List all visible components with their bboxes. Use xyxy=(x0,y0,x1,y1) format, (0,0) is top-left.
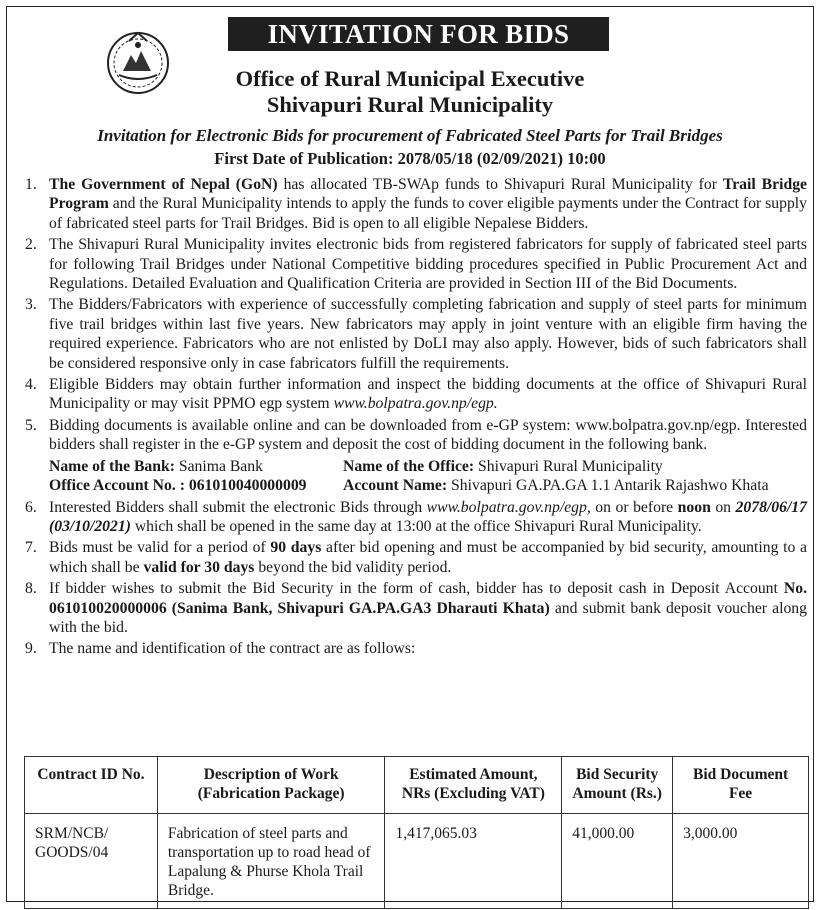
bank-details: Name of the Bank: Sanima Bank Name of the Office: Shivapuri Rural Municipality Office Account No. : 061010040000009 Account Name: Shivapuri GA.PA.GA 1.1 Antarik Rajashwo Khata xyxy=(49,457,769,495)
header-contract-id: Contract ID No. xyxy=(25,757,158,814)
clause-6: 6. Interested Bidders shall submit the electronic Bids through www.bolpatra.gov.np/egp, on or before noon on 2078/06/17 (03/10/2021) which shall be opened in the same day at 13:00 at the office Shivapuri Rural Municipality. xyxy=(25,498,807,535)
office-title: Office of Rural Municipal Executive xyxy=(235,66,585,91)
cell-estimated-amount: 1,417,065.03 xyxy=(385,814,562,909)
header-estimated-amount: Estimated Amount, NRs (Excluding VAT) xyxy=(385,757,562,814)
clause-8: 8. If bidder wishes to submit the Bid Security in the form of cash, bidder has to deposit cash in Deposit Account No. 061010020000006 (Sanima Bank, Shivapuri GA.PA.GA3 Dharauti Khata) and submit bank deposit voucher along with the bid. xyxy=(25,580,807,636)
cell-bid-document-fee: 3,000.00 xyxy=(673,814,809,909)
publication-date: First Date of Publication: 2078/05/18 (02/09/2021) 10:00 xyxy=(214,149,606,168)
notice-banner: INVITATION FOR BIDS xyxy=(228,17,609,51)
bid-clauses xyxy=(25,175,807,661)
cell-contract-id: SRM/NCB/ GOODS/04 xyxy=(25,814,158,909)
clause-1: 1. The Government of Nepal (GoN) has allocated TB-SWAp funds to Shivapuri Rural Municipality for Trail Bridge Program and the Rural Municipality intends to apply the funds to cover eligible payments under the Contract for supply of fabricated steel parts for Trail Bridges. Bid is open to all eligible Nepalese Bidders. xyxy=(25,176,808,232)
clause-2: 2. The Shivapuri Rural Municipality invites electronic bids from registered fabricators for supply of fabricated steel parts for following Trail Bridges under National Competitive bidding procedures specified in Public Procurement Act and Regulations. Detailed Evaluation and Qualification Criteria are provided in Section III of the Bid Documents. xyxy=(25,236,807,293)
header-bid-security: Bid Security Amount (Rs.) xyxy=(562,757,673,814)
clause-9: 9. The name and identification of the contract are as follows: xyxy=(25,640,416,658)
clause-7: 7. Bids must be valid for a period of 90 days after bid opening and must be accompanied by bid security, amounting to a which shall be valid for 30 days beyond the bid validity period. xyxy=(25,539,807,576)
header-description: Description of Work (Fabrication Package) xyxy=(157,757,385,814)
cell-description: Fabrication of steel parts and transportation up to road head of Lapalung & Phurse Khola Trail Bridge. xyxy=(157,814,385,909)
contract-table xyxy=(24,756,809,909)
clause-5: 5. Bidding documents is available online and can be downloaded from e-GP system: www.bolpatra.gov.np/egp. Interested bidders shall register in the e-GP system and deposit the cost of bidding document in the following bank. xyxy=(25,416,807,454)
municipality-title: Shivapuri Rural Municipality xyxy=(266,92,554,117)
notice-frame xyxy=(6,6,814,902)
clause-4: 4. Eligible Bidders may obtain further information and inspect the bidding documents at the office of Shivapuri Rural Municipality or may visit PPMO egp system www.bolpatra.gov.np/egp. xyxy=(25,376,807,413)
table-header-row xyxy=(25,757,809,814)
cell-bid-security: 41,000.00 xyxy=(562,814,673,909)
clause-3: 3. The Bidders/Fabricators with experience of successfully completing fabrication and supply of steel parts for minimum five trail bridges within last five years. New fabricators may apply in joint venture with an eligible firm having the required experience. Fabricators who are not enlisted by DoLI may also apply. However, bids of such fabricators shall be considered responsive only in case fabricators fulfill the requirements. xyxy=(25,296,807,372)
bid-subtitle: Invitation for Electronic Bids for procurement of Fabricated Steel Parts for Trail Bridges xyxy=(97,126,723,145)
header-bid-document-fee: Bid Document Fee xyxy=(673,757,809,814)
table-row xyxy=(25,814,809,909)
